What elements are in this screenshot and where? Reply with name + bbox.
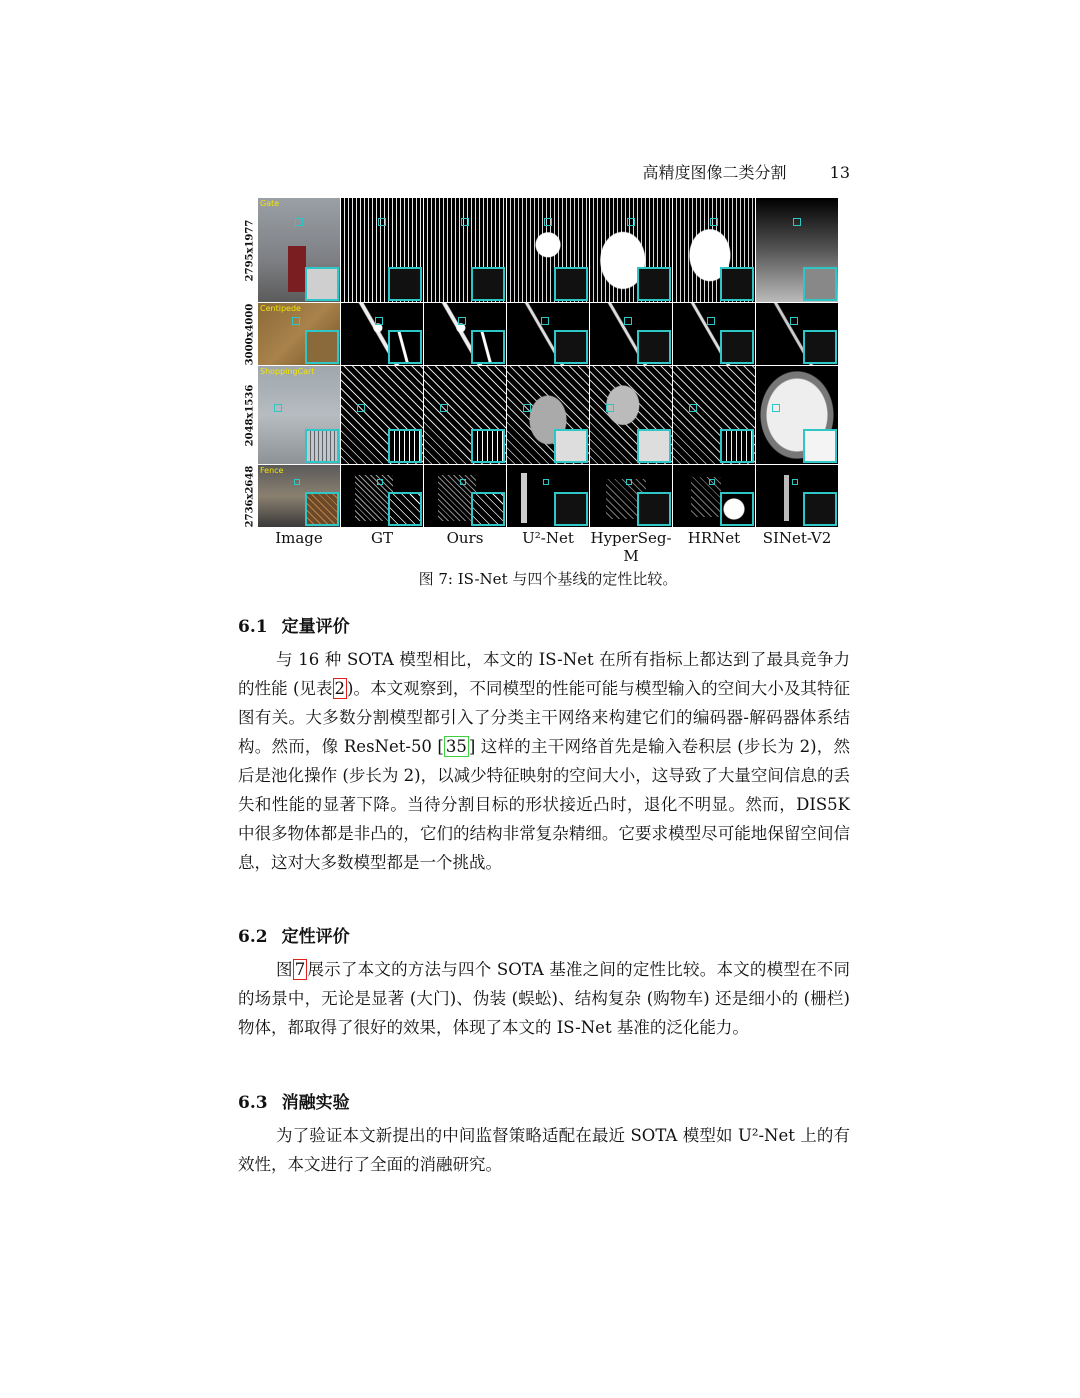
hyperseg-mask bbox=[590, 303, 672, 365]
sinet-mask bbox=[756, 303, 838, 365]
input-image bbox=[258, 465, 340, 527]
figure-row bbox=[242, 198, 844, 302]
section-number: 6.1 bbox=[238, 617, 268, 637]
figure-caption: 图 7: IS-Net 与四个基线的定性比较。 bbox=[418, 570, 678, 588]
hyperseg-mask bbox=[590, 366, 672, 464]
section-6-1 bbox=[238, 612, 850, 877]
gt-mask bbox=[341, 198, 423, 302]
section-heading bbox=[238, 922, 850, 947]
u2net-mask bbox=[507, 366, 589, 464]
paragraph: 图 7 展示了本文的方法与四个 SOTA 基准之间的定性比较。本文的模型在不同的场景中，无论是显著 (大门)、伪装 (蜈蚣)、结构复杂 (购物车) 还是细小的 (栅栏) 物体，都取得了很好的效果，体现了本文的 IS-Net 基准的泛化能力。 bbox=[238, 960, 851, 1037]
hyperseg-mask bbox=[590, 198, 672, 302]
column-label: Ours bbox=[446, 529, 484, 547]
category-label: Gate bbox=[260, 199, 280, 208]
ours-mask bbox=[424, 465, 506, 527]
category-label: Fence bbox=[260, 466, 284, 475]
hyperseg-mask bbox=[590, 465, 672, 527]
row-size-label: 2795x1977 bbox=[244, 219, 256, 281]
u2net-mask bbox=[507, 303, 589, 365]
page-number: 13 bbox=[829, 163, 850, 182]
paragraph: 为了验证本文新提出的中间监督策略适配在最近 SOTA 模型如 U²-Net 上的有效性，本文进行了全面的消融研究。 bbox=[238, 1126, 850, 1174]
category-label: ShoppingCart bbox=[260, 367, 315, 376]
figure-row bbox=[242, 303, 844, 365]
figure-ref-link[interactable]: 7 bbox=[294, 960, 306, 979]
sinet-mask bbox=[756, 465, 838, 527]
section-6-3 bbox=[238, 1088, 850, 1179]
column-label: HyperSeg-M bbox=[590, 529, 672, 565]
hrnet-mask bbox=[673, 366, 755, 464]
figure-row bbox=[242, 366, 844, 464]
figure-row bbox=[242, 465, 844, 527]
gt-mask bbox=[341, 303, 423, 365]
ours-mask bbox=[424, 303, 506, 365]
running-title: 高精度图像二类分割 bbox=[642, 163, 787, 182]
column-labels bbox=[258, 529, 844, 565]
column-label: Image bbox=[275, 529, 323, 547]
row-size-label: 2736x2648 bbox=[244, 465, 256, 527]
u2net-mask bbox=[507, 198, 589, 302]
column-label: GT bbox=[371, 529, 393, 547]
table-ref-link[interactable]: 2 bbox=[334, 679, 346, 698]
section-number: 6.3 bbox=[238, 1093, 268, 1113]
citation-link[interactable]: 35 bbox=[445, 737, 467, 756]
hrnet-mask bbox=[673, 465, 755, 527]
input-image bbox=[258, 303, 340, 365]
gt-mask bbox=[341, 465, 423, 527]
section-6-2 bbox=[238, 922, 850, 1042]
u2net-mask bbox=[507, 465, 589, 527]
figure-7 bbox=[242, 198, 844, 589]
section-title: 定性评价 bbox=[281, 927, 350, 947]
section-heading bbox=[238, 1088, 850, 1113]
figure-grid bbox=[242, 198, 844, 527]
ours-mask bbox=[424, 198, 506, 302]
category-label: Centipede bbox=[260, 304, 301, 313]
section-title: 定量评价 bbox=[281, 617, 350, 637]
gt-mask bbox=[341, 366, 423, 464]
column-label: U²-Net bbox=[522, 529, 574, 547]
sinet-mask bbox=[756, 198, 838, 302]
row-size-label: 2048x1536 bbox=[244, 384, 256, 446]
section-heading bbox=[238, 612, 850, 637]
row-size-label: 3000x4000 bbox=[244, 303, 256, 365]
section-number: 6.2 bbox=[238, 927, 268, 947]
ours-mask bbox=[424, 366, 506, 464]
running-head bbox=[0, 160, 850, 183]
paragraph: 与 16 种 SOTA 模型相比，本文的 IS-Net 在所有指标上都达到了最具竞争力的性能 (见表 2 )。本文观察到，不同模型的性能可能与模型输入的空间大小及其特征图有关。大多数分割模型都引入了分类主干网络来构建它们的编码器-解码器体系结构。然而，像 ResNet-50 [ 35 ] 这样的主干网络首先是输入卷积层 (步长为 2)，然后是池化操作 (步长为 2)，以减少特征映射的空间大小，这导致了大量空间信息的丢失和性能的显著下降。当待分割目标的形状接近凸时，退化不明显。然而，DIS5K 中很多物体都是非凸的，它们的结构非常复杂精细。它要求模型尽可能地保留空间信息，这对大多数模型都是一个挑战。 bbox=[238, 650, 851, 872]
input-image bbox=[258, 366, 340, 464]
column-label: SINet-V2 bbox=[762, 529, 832, 547]
hrnet-mask bbox=[673, 198, 755, 302]
sinet-mask bbox=[756, 366, 838, 464]
column-label: HRNet bbox=[687, 529, 741, 547]
input-image bbox=[258, 198, 340, 302]
hrnet-mask bbox=[673, 303, 755, 365]
section-title: 消融实验 bbox=[281, 1093, 350, 1113]
